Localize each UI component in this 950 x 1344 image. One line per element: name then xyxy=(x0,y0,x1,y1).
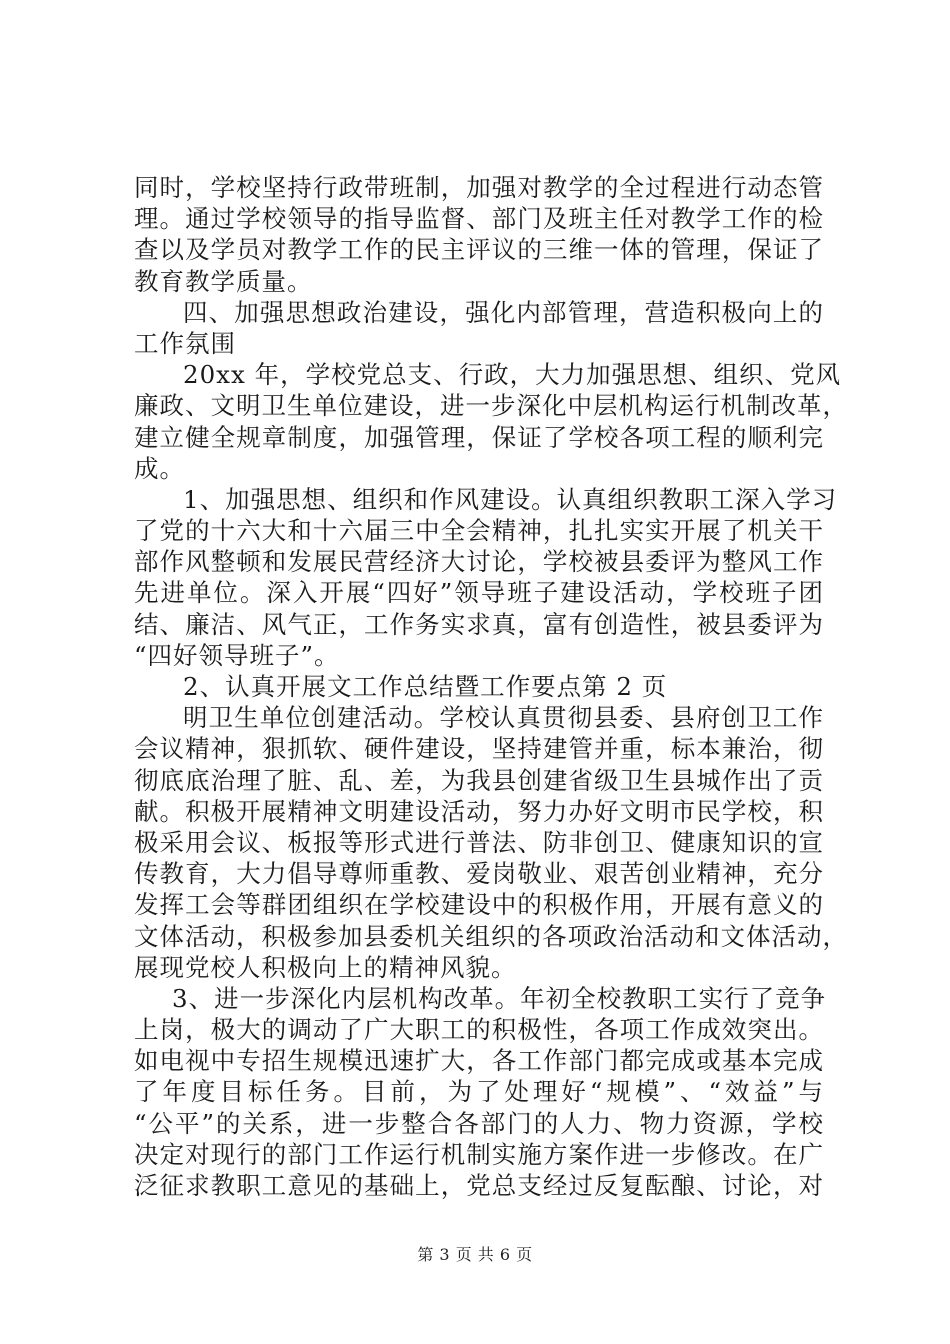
text-line: 教育教学质量。 xyxy=(134,266,313,296)
text-line: 会议精神，狠抓软、硬件建设，坚持建管并重，标本兼治，彻 xyxy=(134,734,824,764)
text-line: 彻底底治理了脏、乱、差，为我县创建省级卫生县城作出了贡 xyxy=(134,765,824,795)
text-line: 了党的十六大和十六届三中全会精神，扎扎实实开展了机关干 xyxy=(134,516,824,546)
text-line: 建立健全规章制度，加强管理，保证了学校各项工程的顺利完 xyxy=(134,422,824,452)
text-line: 献。积极开展精神文明建设活动，努力办好文明市民学校，积 xyxy=(134,796,824,826)
text-line: 成。 xyxy=(134,453,185,483)
text-line: 2、认真开展文工作总结暨工作要点第 2 页 xyxy=(183,672,668,701)
text-line: 20xx 年，学校党总支、行政，大力加强思想、组织、党风 xyxy=(183,360,842,390)
text-line: 同时，学校坚持行政带班制，加强对教学的全过程进行动态管 xyxy=(134,173,824,202)
text-line: 上岗，极大的调动了广大职工的积极性，各项工作成效突出。 xyxy=(134,1015,824,1045)
text-line: 先进单位。深入开展“四好”领导班子建设活动，学校班子团 xyxy=(134,578,824,608)
section-heading: 四、加强思想政治建设，强化内部管理，营造积极向上的 xyxy=(183,297,824,327)
text-line: 3、进一步深化内层机构改革。年初全校教职工实行了竞争 xyxy=(172,983,827,1013)
text-line: 了年度目标任务。目前，为了处理好“规模”、“效益”与 xyxy=(134,1077,824,1107)
text-line: 查以及学员对教学工作的民主评议的三维一体的管理，保证了 xyxy=(134,235,824,265)
page-footer: 第 3 页 共 6 页 xyxy=(417,1245,533,1264)
text-line: 明卫生单位创建活动。学校认真贯彻县委、县府创卫工作 xyxy=(183,703,824,733)
document-body xyxy=(134,172,848,1201)
text-line: 极采用会议、板报等形式进行普法、防非创卫、健康知识的宣 xyxy=(134,827,824,857)
text-line: 决定对现行的部门工作运行机制实施方案作进一步修改。在广 xyxy=(134,1139,824,1169)
section-heading-cont: 工作氛围 xyxy=(134,328,236,358)
text-line: 文体活动，积极参加县委机关组织的各项政治活动和文体活动， xyxy=(134,921,848,951)
text-line: 廉政、文明卫生单位建设，进一步深化中层机构运行机制改革， xyxy=(134,391,848,421)
text-line: 结、廉洁、风气正，工作务实求真，富有创造性，被县委评为 xyxy=(134,609,824,639)
text-line: 1、加强思想、组织和作风建设。认真组织教职工深入学习 xyxy=(183,484,838,514)
text-line: 泛征求教职工意见的基础上，党总支经过反复酝酿、讨论，对 xyxy=(134,1171,824,1200)
text-line: 发挥工会等群团组织在学校建设中的积极作用，开展有意义的 xyxy=(134,890,824,920)
text-line: 展现党校人积极向上的精神风貌。 xyxy=(134,952,517,982)
text-line: 传教育，大力倡导尊师重教、爱岗敬业、艰苦创业精神，充分 xyxy=(134,859,824,889)
text-line: 如电视中专招生规模迅速扩大，各工作部门都完成或基本完成 xyxy=(134,1046,824,1076)
text-line: “公平”的关系，进一步整合各部门的人力、物力资源，学校 xyxy=(134,1108,824,1138)
text-line: 理。通过学校领导的指导监督、部门及班主任对教学工作的检 xyxy=(134,204,824,234)
text-line: 部作风整顿和发展民营经济大讨论，学校被县委评为整风工作 xyxy=(134,547,824,577)
text-line: “四好领导班子”。 xyxy=(134,640,340,670)
